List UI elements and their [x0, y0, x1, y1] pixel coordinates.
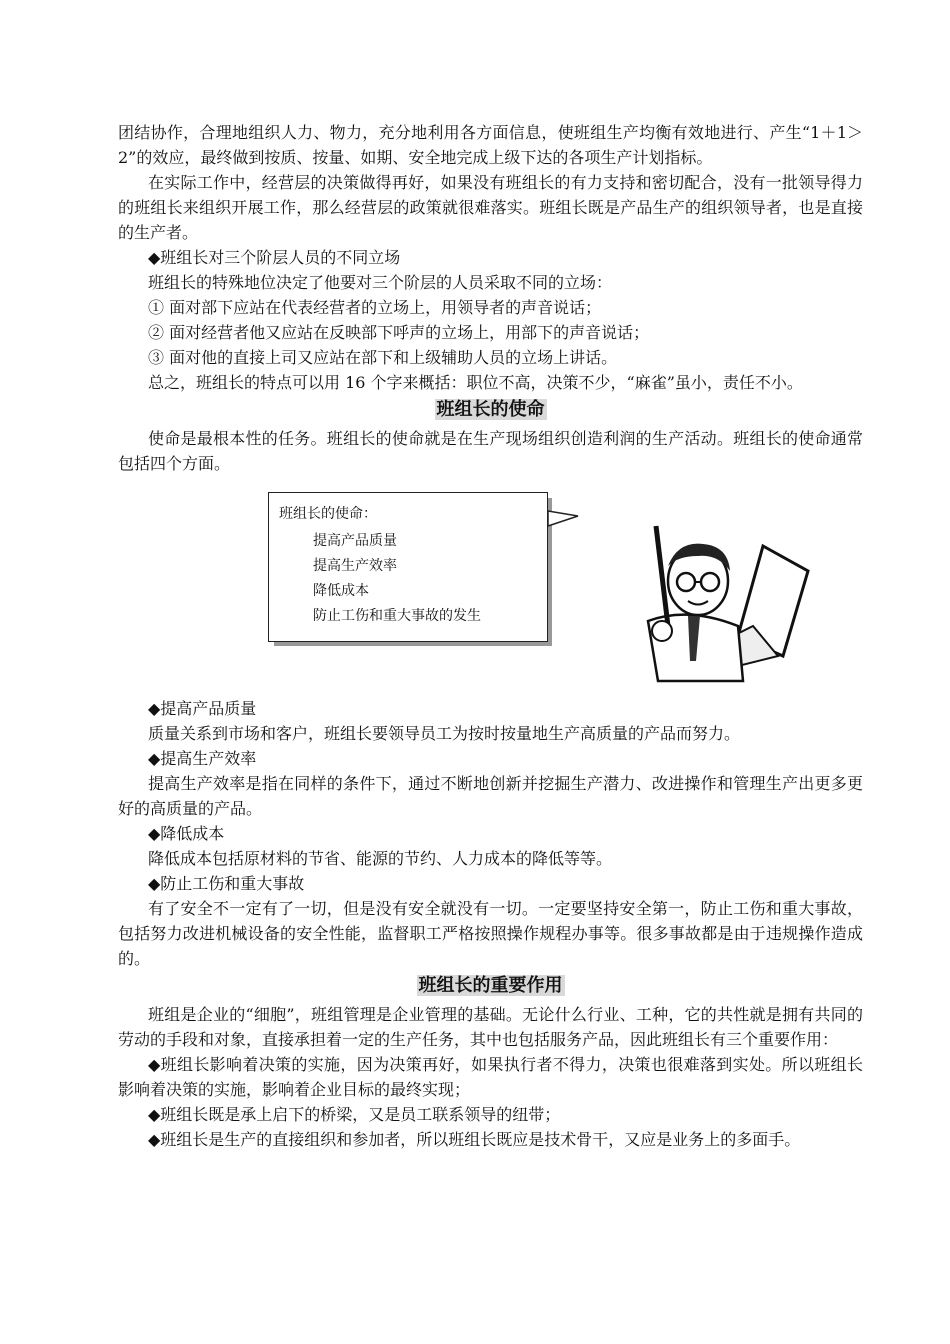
mission-s4-text: 有了安全不一定有了一切，但是没有安全就没有一切。一定要坚持安全第一，防止工伤和重大事故，包括努力改进机械设备的安全性能，监督职工严格按照操作规程办事等。很多事故都是由于违规操作造成的。 [118, 899, 863, 968]
mission-s4-title: ◆防止工伤和重大事故 [148, 874, 305, 893]
role-heading-text: 班组长的重要作用 [418, 975, 563, 996]
mission-s1-title: ◆提高产品质量 [148, 699, 257, 718]
role-heading [118, 973, 863, 999]
figure-speech-box [268, 492, 548, 642]
document-page [118, 120, 863, 1152]
figure-list-item: 提高产品质量 [313, 533, 397, 549]
cartoon-man-illustration [538, 486, 858, 686]
hand [652, 621, 672, 641]
figure-list [313, 529, 481, 629]
mission-s3-text: 降低成本包括原材料的节省、能源的节约、人力成本的降低等等。 [148, 849, 613, 868]
role-intro: 班组是企业的“细胞”，班组管理是企业管理的基础。无论什么行业、工种，它的共性就是拥有共同的劳动的手段和对象，直接承担着一定的生产任务，其中也包括服务产品，因此班组长有三个重要作用： [118, 1005, 863, 1049]
mission-figure [118, 486, 863, 686]
mission-heading [118, 397, 863, 423]
role-point-2: ◆班组长既是承上启下的桥梁，又是员工联系领导的纽带； [148, 1105, 561, 1124]
mission-heading-text: 班组长的使命 [436, 399, 545, 420]
intro-item-3: ③ 面对他的直接上司又应站在部下和上级辅助人员的立场上讲话。 [148, 348, 618, 367]
figure-list-item: 提高生产效率 [313, 558, 397, 574]
speech-tail [548, 511, 578, 526]
role-point-3: ◆班组长是生产的直接组织和参加者，所以班组长既应是技术骨干，又应是业务上的多面手。 [148, 1130, 801, 1149]
figure-title: 班组长的使命： [279, 506, 377, 522]
pen [656, 526, 668, 626]
intro-item-1: ① 面对部下应站在代表经营者的立场上，用领导者的声音说话； [148, 298, 602, 317]
mission-s1-text: 质量关系到市场和客户，班组长要领导员工为按时按量地生产高质量的产品而努力。 [148, 724, 741, 743]
mission-intro: 使命是最根本性的任务。班组长的使命就是在生产现场组织创造利润的生产活动。班组长的使命通常包括四个方面。 [118, 429, 863, 473]
mission-s2-title: ◆提高生产效率 [148, 749, 257, 768]
intro-paragraph-4: 班组长的特殊地位决定了他要对三个阶层的人员采取不同的立场： [148, 273, 613, 292]
intro-paragraph-2: 在实际工作中，经营层的决策做得再好，如果没有班组长的有力支持和密切配合，没有一批领导得力的班组长来组织开展工作，那么经营层的政策就很难落实。班组长既是产品生产的组织领导者，也是直接的生产者。 [118, 173, 863, 242]
figure-list-item: 防止工伤和重大事故的发生 [313, 608, 481, 624]
role-point-1: ◆班组长影响着决策的实施，因为决策再好，如果执行者不得力，决策也很难落到实处。所以班组长影响着决策的实施，影响着企业目标的最终实现； [118, 1055, 863, 1099]
mission-s2-text: 提高生产效率是指在同样的条件下，通过不断地创新并挖掘生产潜力、改进操作和管理生产出更多更好的高质量的产品。 [118, 774, 863, 818]
intro-summary: 总之，班组长的特点可以用 16 个字来概括：职位不高，决策不少，“麻雀”虽小，责任不小。 [148, 373, 803, 392]
mission-s3-title: ◆降低成本 [148, 824, 225, 843]
figure-list-item: 降低成本 [313, 583, 369, 599]
intro-item-2: ② 面对经营者他又应站在反映部下呼声的立场上，用部下的声音说话； [148, 323, 650, 342]
intro-bullet-stances: ◆班组长对三个阶层人员的不同立场 [148, 248, 401, 267]
intro-paragraph-1: 团结协作，合理地组织人力、物力，充分地利用各方面信息，使班组生产均衡有效地进行、产生“1＋1＞2”的效应，最终做到按质、按量、如期、安全地完成上级下达的各项生产计划指标。 [118, 123, 863, 167]
